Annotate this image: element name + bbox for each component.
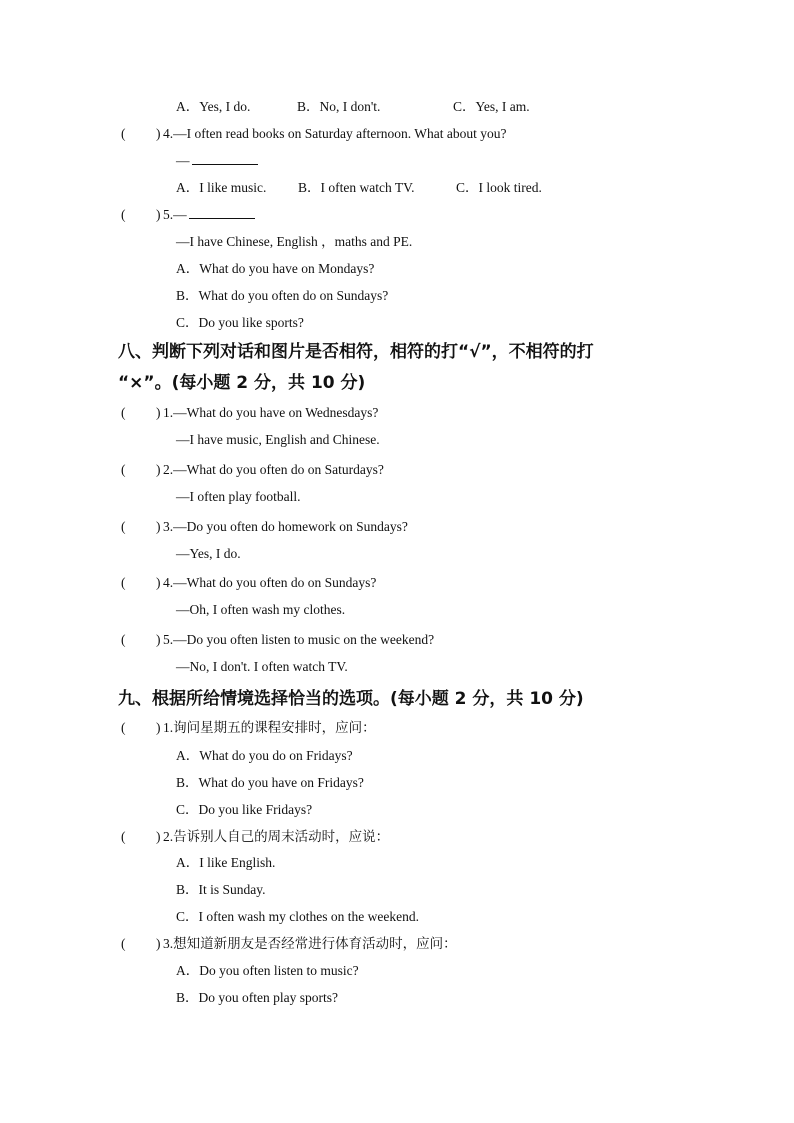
s9-item-2-option-c: C．I often wash my clothes on the weekend. xyxy=(176,909,419,924)
s8-item-1-question: 1.—What do you have on Wednesdays? xyxy=(163,405,379,420)
answer-paren-open: ( xyxy=(121,207,126,222)
prev-q3-option-b: B．No, I don't. xyxy=(297,99,381,114)
s8-item-4-answer: —Oh, I often wash my clothes. xyxy=(176,602,346,617)
s8-item-2-answer: —I often play football. xyxy=(176,489,301,504)
answer-paren-open: ( xyxy=(121,405,126,420)
s9-item-2 xyxy=(0,828,794,846)
answer-paren-close: ) xyxy=(156,126,161,141)
s7-q5-option-c: C．Do you like sports? xyxy=(176,315,304,330)
s9-item-3-option-b: B．Do you often play sports? xyxy=(176,990,338,1005)
answer-paren-close: ) xyxy=(156,829,161,844)
s8-item-4 xyxy=(0,574,794,592)
answer-paren-close: ) xyxy=(156,720,161,735)
prev-q3-option-c: C．Yes, I am. xyxy=(453,99,530,114)
s9-item-3-option-a: A．Do you often listen to music? xyxy=(176,963,359,978)
s7-q5-row xyxy=(0,206,794,224)
s8-item-3-question: 3.—Do you often do homework on Sundays? xyxy=(163,519,408,534)
answer-paren-open: ( xyxy=(121,462,126,477)
s8-item-3-answer: —Yes, I do. xyxy=(176,546,241,561)
s7-q5-text: 5.— xyxy=(163,207,187,222)
s8-item-5 xyxy=(0,631,794,649)
s7-q5-reply: —I have Chinese, English ，maths and PE. xyxy=(176,234,413,249)
s7-q4-option-c: C．I look tired. xyxy=(456,180,542,195)
answer-blank xyxy=(192,152,258,165)
answer-paren-open: ( xyxy=(121,720,126,735)
s9-item-2-option-b: B．It is Sunday. xyxy=(176,882,266,897)
s8-item-5-question: 5.—Do you often listen to music on the weekend? xyxy=(163,632,435,647)
answer-paren-close: ) xyxy=(156,632,161,647)
s7-q4-option-a: A．I like music. xyxy=(176,180,267,195)
s8-item-1 xyxy=(0,404,794,422)
answer-paren-close: ) xyxy=(156,575,161,590)
answer-paren-open: ( xyxy=(121,519,126,534)
s9-item-2-option-a: A．I like English. xyxy=(176,855,276,870)
answer-paren-open: ( xyxy=(121,126,126,141)
s8-item-1-answer: —I have music, English and Chinese. xyxy=(176,432,380,447)
s9-item-1-question: 1.询问星期五的课程安排时，应问： xyxy=(163,720,376,735)
s9-item-1 xyxy=(0,719,794,737)
answer-paren-close: ) xyxy=(156,519,161,534)
answer-paren-close: ) xyxy=(156,936,161,951)
answer-paren-close: ) xyxy=(156,207,161,222)
s7-q4-row xyxy=(0,125,794,143)
s7-q4-option-b: B．I often watch TV. xyxy=(298,180,415,195)
s9-item-3-question: 3.想知道新朋友是否经常进行体育活动时，应问： xyxy=(163,936,457,951)
answer-paren-open: ( xyxy=(121,936,126,951)
s8-heading-line2: “×”。(每小题 2 分，共 10 分) xyxy=(118,373,366,393)
s9-item-1-option-b: B．What do you have on Fridays? xyxy=(176,775,364,790)
s9-item-1-option-a: A．What do you do on Fridays? xyxy=(176,748,353,763)
s7-q4-blank-row xyxy=(176,152,258,170)
answer-paren-open: ( xyxy=(121,632,126,647)
s8-item-5-answer: —No, I don't. I often watch TV. xyxy=(176,659,348,674)
s8-item-2-question: 2.—What do you often do on Saturdays? xyxy=(163,462,384,477)
s8-item-3 xyxy=(0,518,794,536)
s7-q4-text: 4.—I often read books on Saturday afternoon. What about you? xyxy=(163,126,507,141)
s9-item-2-question: 2.告诉别人自己的周末活动时，应说： xyxy=(163,829,390,844)
s8-heading-line1: 八、判断下列对话和图片是否相符，相符的打“√”，不相符的打 xyxy=(118,342,594,362)
answer-paren-close: ) xyxy=(156,462,161,477)
s8-item-4-question: 4.—What do you often do on Sundays? xyxy=(163,575,377,590)
s9-item-1-option-c: C．Do you like Fridays? xyxy=(176,802,313,817)
answer-paren-close: ) xyxy=(156,405,161,420)
answer-paren-open: ( xyxy=(121,829,126,844)
s7-q5-option-a: A．What do you have on Mondays? xyxy=(176,261,375,276)
s7-q5-option-b: B．What do you often do on Sundays? xyxy=(176,288,389,303)
answer-blank xyxy=(189,206,255,219)
s9-heading: 九、根据所给情境选择恰当的选项。(每小题 2 分，共 10 分) xyxy=(118,689,584,709)
answer-paren-open: ( xyxy=(121,575,126,590)
s8-item-2 xyxy=(0,461,794,479)
s9-item-3 xyxy=(0,935,794,953)
s7-q4-dash: — xyxy=(176,153,190,168)
prev-q3-option-a: A．Yes, I do. xyxy=(176,99,251,114)
